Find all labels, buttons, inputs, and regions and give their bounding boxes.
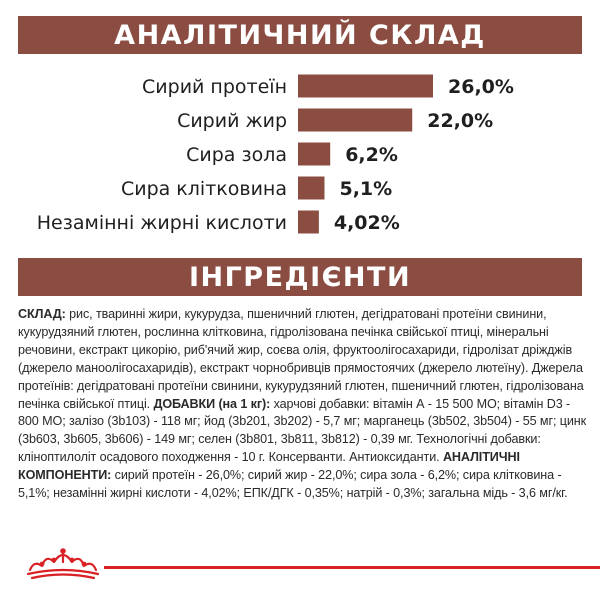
bar <box>298 143 330 166</box>
value-label: 22,0% <box>427 110 494 132</box>
value-label: 5,1% <box>339 178 393 200</box>
ingredients-heading: СКЛАД: <box>18 307 66 321</box>
value-label: 4,02% <box>333 212 400 234</box>
bar <box>298 75 433 98</box>
category-label: Незамінні жирні кислоти <box>36 212 287 234</box>
analysis-bar-chart <box>0 66 600 238</box>
footer-red-line <box>104 566 600 569</box>
value-label: 6,2% <box>345 144 398 166</box>
bar <box>298 109 412 132</box>
ingredients-header: ІНГРЕДІЄНТИ <box>18 258 582 296</box>
ingredients-text <box>18 306 588 503</box>
category-label: Сирий жир <box>177 110 287 132</box>
ingredients-heading: АНАЛІТИЧНІ КОМПОНЕНТИ: <box>18 450 520 483</box>
ingredients-body: харчові добавки: вітамін А - 15 500 МО; вітамін D3 - 800 МО; залізо (3b103) - 118 мг; йод (3b201, 3b202) - 5,7 мг; марганець (3b502, 3b504) - 55 мг; цинк (3b603, 3b605, 3b606) - 149 мг; селен (3b801, 3b811, 3b812) - 0,39 мг. Технологічні добавки: клінoптилоліт осадового походження - 10 г. Консерванти. Антиоксиданти. <box>18 396 587 465</box>
analysis-header: АНАЛІТИЧНИЙ СКЛАД <box>18 16 582 54</box>
category-label: Сира клітковина <box>120 178 287 200</box>
royal-crown-icon <box>22 540 104 584</box>
ingredients-heading: ДОБАВКИ (на 1 кг): <box>153 396 271 411</box>
ingredients-body: рис, тваринні жири, кукурудза, пшеничний глютен, дегідратовані протеїни свинини, кукурудзяний глютен, рослинна клітковина, гідролізована печінка свійської птиці, мінеральні речовини, екстракт цикорію, риб'ячий жир, соєва олія, фруктоолігосахариди, гідролізат дріжджів (джерело маноолігосахаридів), екстракт чорнобривців прямостоячих (джерело лютеїну). Джерела протеїнів: дегідратовані протеїни свинини, кукурудзяний глютен, пшеничний глютен, гідролізована печінка свійської птиці. <box>18 307 584 411</box>
value-label: 26,0% <box>448 76 514 98</box>
category-label: Сирий протеїн <box>142 76 287 98</box>
bar <box>298 211 319 234</box>
ingredients-body: сирий протеїн - 26,0%; сирий жир - 22,0%; сира зола - 6,2%; сира клітковина - 5,1%; незамінні жирні кислоти - 4,02%; ЕПК/ДГК - 0,35%; натрій - 0,3%; загальна мідь - 3,6 мг/кг. <box>18 468 568 501</box>
bar <box>298 177 324 200</box>
category-label: Сира зола <box>186 144 287 166</box>
